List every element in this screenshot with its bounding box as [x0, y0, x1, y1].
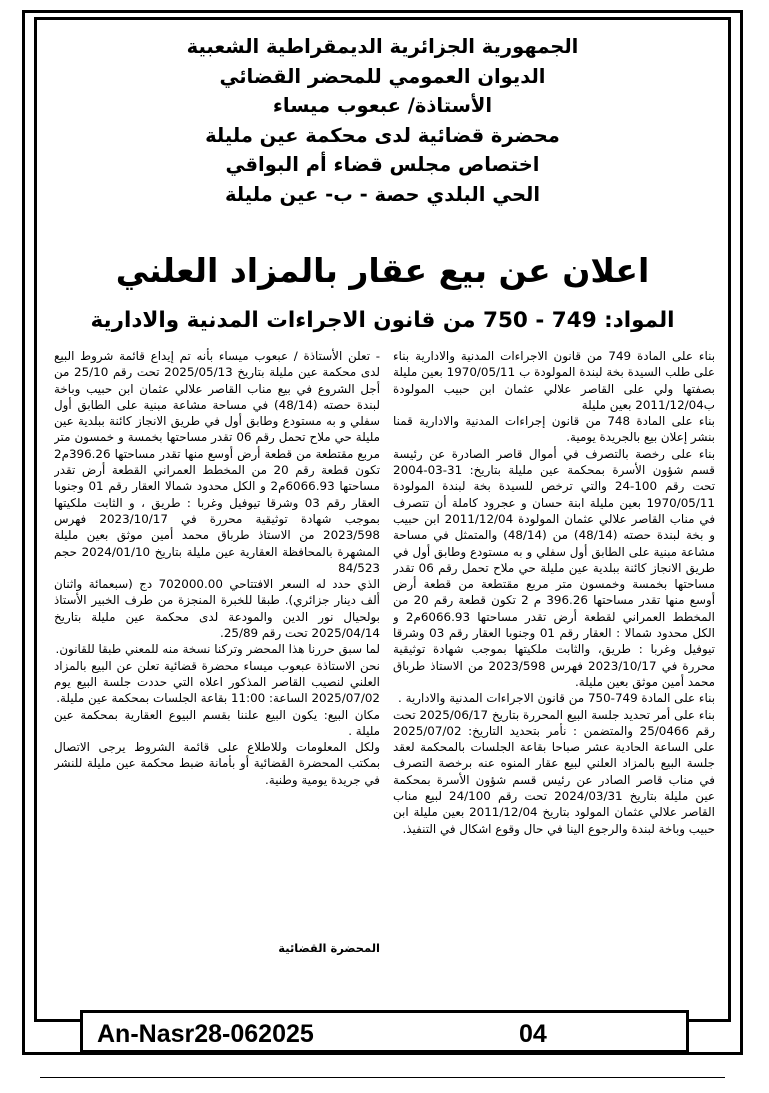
paragraph: بناء على رخصة بالتصرف في أموال قاصر الصادرة عن رئيسة قسم شؤون الأسرة بمحكمة عين مليلة بتاريخ: 31-03-2004 تحت رقم 100-24 والتي ترخص للسيدة بخة لبندة المولودة 1970/05/11 بعين مليلة ابنة حسان و عجرود كاملة أن تتصرف في مناب القاصر علالي عثمان المولودة 2011/12/04 ابن حبيب و بخة لبندة حصته (48/14) من (48/14) والمتمثل في مساحة مشاعة مبنية على الطابق أول سفلي و به مستودع وطابق أول في طريق الانجاز كائنة ببلدية عين مليلة حي ملاح تحمل رقم 06 تقدر مساحتها بخمسة وخمسون متر مربع مقتطعة من قطعة أرض أوسع منها تقدر مساحتها 396.26 م 2 تكون قطعة رقم 20 من المخطط العمراني لقطعة أرض تقدر مساحتها 6066.93م2 و الكل محدود شمالا : العقار رقم 01 وجنوبا العقار رقم 03 وشرقا تيوفيل وغربا : طريق، والثابت ملكيتها بموجب شهادة توثيقية محررة في 2023/10/17 فهرس 2023/598 من الاستاذ طرباق محمد أمين موثق بعين مليلة. [393, 446, 715, 689]
header-line-court: محضرة قضائية لدى محكمة عين مليلة [205, 123, 560, 147]
paragraph: بناء على أمر تحديد جلسة البيع المحررة بتاريخ 2025/06/17 تحت رقم 25/0466 والمتضمن : نأمر بتحديد التاريخ: 2025/07/02 على الساعة الحادية عشر صباحا بقاعة الجلسات بالمحكمة لعقد جلسة البيع بالمزاد العلني لبيع عقار المنوه عنه برخصة التصرف في مناب قاصر الصادر عن رئيس قسم شؤون الأسرة بمحكمة عين مليلة بتاريخ 2024/03/31 تحت رقم 24/100 لبيع مناب القاصر علالي عثمان المولود بتاريخ 2011/12/04 بعين مليلة ابن حبيب وباخة لبندة والرجوع الينا في حال وقوع اشكال في التنفيذ. [393, 707, 715, 836]
paragraph: الذي حدد له السعر الافتتاحي 702000.00 دج (سبعمائة واثنان ألف دينار جزائري). طبقا للخبرة المنجزة من طرف الخبير الأستاذ بولحيال نور الدين والمودعة لدى محكمة عين مليلة بتاريخ 2025/04/14 تحت رقم 25/89. [54, 577, 380, 641]
right-text-column [393, 348, 715, 1000]
header-line-address: الحي البلدي حصة - ب- عين مليلة [224, 182, 541, 206]
paragraph: مكان البيع: يكون البيع علننا بقسم البيوع العقارية بمحكمة عين مليلة . [54, 707, 380, 738]
paragraph: ولكل المعلومات وللاطلاع على قائمة الشروط يرجى الاتصال بمكتب المحضرة القضائية أو بأمانة ضبط محكمة عين مليلة للنشر في جريدة يومية وطنية. [54, 740, 380, 787]
footer-page-number: 04 [519, 1020, 547, 1048]
footer-publication-code: An-Nasr28-062025 [97, 1020, 314, 1048]
paragraph: لما سبق حررنا هذا المحضر وتركنا نسخة منه للمعني طبقا للقانون. [55, 642, 380, 657]
notice-title: اعلان عن بيع عقار بالمزاد العلني [115, 251, 650, 290]
header-line-office: الديوان العمومي للمحضر القضائي [219, 64, 546, 88]
header-line-republic: الجمهورية الجزائرية الديمقراطية الشعبية [186, 35, 579, 58]
paragraph: بناء على المادة 749 من قانون الاجراءات المدنية والادارية بناء على طلب السيدة بخة لبندة المولودة ب 1970/05/11 بعين مليلة بصفتها ولي على القاصر علالي عثمان ابن حبيب المولودة ب2011/12/04 بعين مليلة [393, 349, 715, 412]
left-text-column [54, 348, 380, 870]
signature-label: المحضرة القضائية [278, 941, 380, 955]
paragraph: بناء على المادة 748 من قانون إجراءات المدنية والادارية قمنا بنشر إعلان بيع بالجريدة يومية. [393, 414, 715, 445]
notice-subtitle: المواد: 749 - 750 من قانون الاجراءات المدنية والادارية [90, 308, 675, 333]
paragraph: - تعلن الأستاذة / عبعوب ميساء بأنه تم إيداع قائمة شروط البيع لدى محكمة عين مليلة بتاريخ 2025/05/13 تحت رقم 25/10 من أجل الشروع في بيع مناب القاصر علالي عثمان ابن حبيب وباخة لبندة حصته (48/14) في مساحة مشاعة مبنية على الطابق أول سفلي و به مستودع وطابق أول في طريق الانجاز كائنة ببلدية عين مليلة حي ملاح تحمل رقم 06 تقدر مساحتها بخمسة و خمسون متر مربع مقتطعة من قطعة أرض أوسع منها تقدر مساحتها 396.26م2 تكون قطعة رقم 20 من المخطط العمراني القطعة أرض تقدر مساحتها 6066.93م2 و الكل محدود شمالا العقار رقم 01 وجنوبا العقار رقم 03 وشرقا تيوفيل وغربا : طريق ، و الثابت ملكيتها بموجب شهادة توثيقية محررة في 2023/10/17 فهرس 2023/598 من الاستاذ طرباق محمد أمين موثق بعين مليلة المشهرة بالمحافظة العقارية عين مليلة بتاريخ 2024/01/10 حجم 84/523 [54, 349, 380, 575]
notice-header [40, 32, 725, 209]
header-line-jurisdiction: اختصاص مجلس قضاء أم البواقي [225, 153, 540, 176]
bottom-rule [40, 1077, 725, 1078]
paragraph: نحن الاستاذة عبعوب ميساء محضرة قضائية تعلن عن البيع بالمزاد العلني لنصيب القاصر المذكور اعلاه التي حددت جلسة البيع يوم 2025/07/02 الساعة: 11:00 بقاعة الجلسات بمحكمة عين مليلة. [54, 658, 380, 706]
paragraph: بناء على المادة 749-750 من قانون الاجراءات المدنية والادارية . [398, 691, 715, 706]
header-line-bailiff-name: الأستاذة/ عبعوب ميساء [272, 94, 493, 117]
footer-bar [80, 1010, 689, 1053]
